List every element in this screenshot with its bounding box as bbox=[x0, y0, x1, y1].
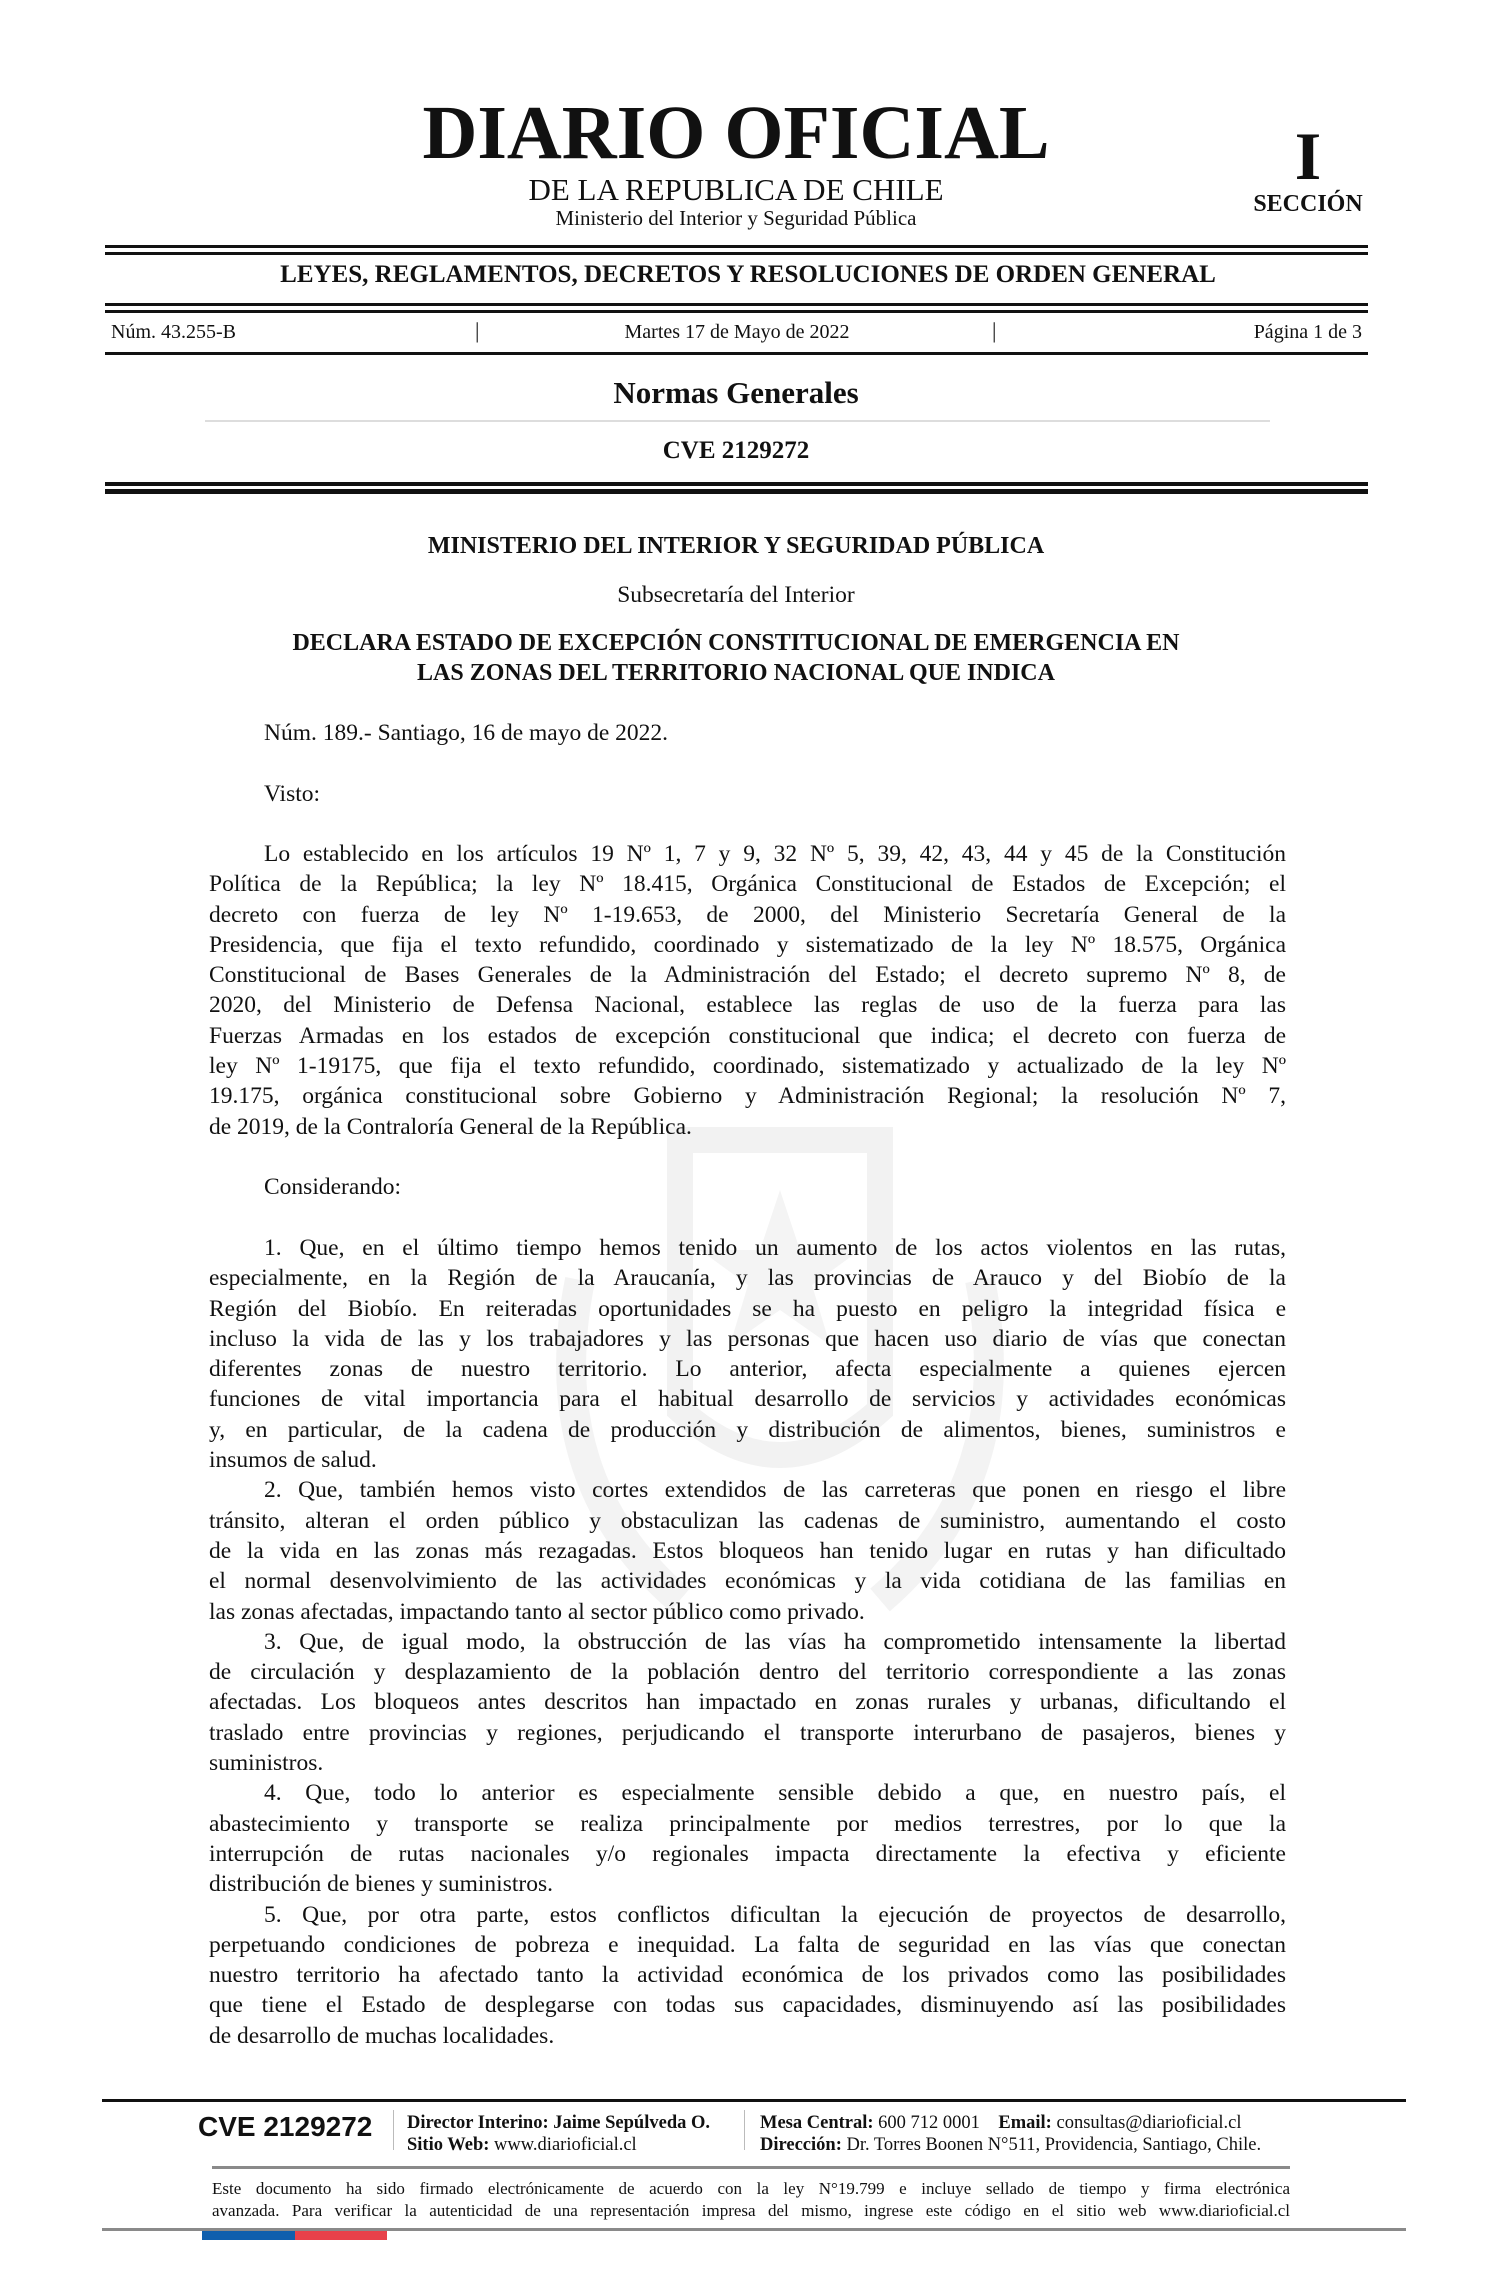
rubric-title: Normas Generales bbox=[613, 375, 859, 410]
text-line: suministros. bbox=[209, 1750, 324, 1777]
footer-website[interactable]: Sitio Web: www.diarioficial.cl bbox=[407, 2135, 637, 2155]
section-number: I bbox=[1294, 118, 1322, 194]
footer-rule bbox=[102, 2099, 1406, 2102]
masthead-subtitle: DE LA REPUBLICA DE CHILE bbox=[528, 172, 944, 207]
text-line: el normal desenvolvimiento de las actividades económicas y la vida cotidiana de las familias en bbox=[209, 1568, 1286, 1595]
rubric-divider bbox=[205, 420, 1270, 422]
text-line: funciones de vital importancia para el habitual desarrollo de servicios y actividades económicas bbox=[209, 1386, 1286, 1413]
text-line: perpetuando condiciones de pobreza e inequidad. La falta de seguridad en las vías que conectan bbox=[209, 1931, 1286, 1958]
text-line: 5. Que, por otra parte, estos conflictos dificultan la ejecución de proyectos de desarrollo, bbox=[264, 1901, 1286, 1928]
category-heading: LEYES, REGLAMENTOS, DECRETOS Y RESOLUCIONES DE ORDEN GENERAL bbox=[280, 261, 1216, 288]
text-line: decreto con fuerza de ley Nº 1-19.653, de 2000, del Ministerio Secretaría General de la bbox=[209, 901, 1286, 928]
text-line: incluso la vida de las y los trabajadores y las personas que hacen uso diario de vías que conectan bbox=[209, 1325, 1286, 1352]
masthead-ministry: Ministerio del Interior y Seguridad Pública bbox=[555, 206, 917, 230]
footer-director: Director Interino: Jaime Sepúlveda O. bbox=[407, 2113, 710, 2133]
considerando-paragraph bbox=[209, 1475, 1286, 1626]
section-label: SECCIÓN bbox=[1253, 191, 1363, 217]
document-ministry: MINISTERIO DEL INTERIOR Y SEGURIDAD PÚBLICA bbox=[427, 533, 1045, 559]
text-line: Presidencia, que fija el texto refundido, coordinado y sistematizado de la ley Nº 18.575, Orgánica bbox=[209, 931, 1286, 958]
document-title-line: DECLARA ESTADO DE EXCEPCIÓN CONSTITUCIONAL DE EMERGENCIA EN bbox=[292, 630, 1180, 656]
issue-page: Página 1 de 3 bbox=[1253, 321, 1362, 343]
document-title-line: LAS ZONAS DEL TERRITORIO NACIONAL QUE INDICA bbox=[417, 660, 1055, 686]
header-rule bbox=[105, 482, 1368, 486]
considerando-heading: Considerando: bbox=[264, 1174, 402, 1200]
text-line: nuestro territorio ha afectado tanto la actividad económica de los privados como las posibilidades bbox=[209, 1962, 1286, 1989]
header-rule bbox=[105, 489, 1368, 494]
text-line: 19.175, orgánica constitucional sobre Gobierno y Administración Regional; la resolución Nº 7, bbox=[209, 1083, 1286, 1110]
text-line: especialmente, en la Región de la Araucanía, y las provincias de Arauco y del Biobío de la bbox=[209, 1265, 1286, 1292]
header-rule bbox=[105, 245, 1368, 248]
considerando-paragraph bbox=[209, 1778, 1286, 1899]
cve-code: CVE 2129272 bbox=[662, 437, 810, 464]
text-line: afectadas. Los bloqueos antes descritos han impactado en zonas rurales y urbanas, dificultando el bbox=[209, 1689, 1286, 1716]
footer-separator bbox=[744, 2110, 745, 2150]
header-rule bbox=[105, 352, 1368, 355]
text-line: interrupción de rutas nacionales y/o regionales impacta directamente la efectiva y eficiente bbox=[209, 1840, 1286, 1867]
text-line: insumos de salud. bbox=[209, 1447, 377, 1474]
text-line: de la vida en las zonas más rezagadas. Estos bloqueos han tenido lugar en rutas y han dificultado bbox=[209, 1537, 1286, 1564]
text-line: diferentes zonas de nuestro territorio. Lo anterior, afecta especialmente a quienes ejercen bbox=[209, 1356, 1286, 1383]
footer-notice: Este documento ha sido firmado electrónicamente de acuerdo con la ley N°19.799 e incluye sellado de tiempo y firma electrónica avanzada. Para verificar la autenticidad de una representación impresa del mismo, ingrese este código en el sitio web www.diarioficial.cl bbox=[212, 2179, 1290, 2220]
considerandos bbox=[209, 1233, 1286, 2051]
issue-number: Núm. 43.255-B bbox=[111, 321, 236, 343]
header-rule bbox=[105, 310, 1368, 313]
text-line: de desarrollo de muchas localidades. bbox=[209, 2022, 555, 2049]
decree-number: Núm. 189.- Santiago, 16 de mayo de 2022. bbox=[264, 720, 669, 746]
text-line: 1. Que, en el último tiempo hemos tenido un aumento de los actos violentos en las rutas, bbox=[264, 1235, 1286, 1261]
text-line: Constitucional de Bases Generales de la Administración del Estado; el decreto supremo Nº 8, de bbox=[209, 962, 1286, 989]
text-line: y, en particular, de la cadena de producción y distribución de alimentos, bienes, suministros e bbox=[209, 1416, 1286, 1443]
header-rule bbox=[105, 303, 1368, 306]
text-line: de circulación y desplazamiento de la población dentro del territorio correspondiente a las zonas bbox=[209, 1659, 1286, 1686]
text-line: 2. Que, también hemos visto cortes extendidos de las carreteras que ponen en riesgo el libre bbox=[264, 1477, 1286, 1504]
text-line: Región del Biobío. En reiteradas oportunidades se ha puesto en peligro la integridad física e bbox=[209, 1295, 1286, 1322]
issue-date: Martes 17 de Mayo de 2022 bbox=[624, 321, 850, 343]
text-line: 4. Que, todo lo anterior es especialmente sensible debido a que, en nuestro país, el bbox=[264, 1780, 1286, 1807]
flag-stripe-blue bbox=[202, 2231, 295, 2240]
issue-separator: | bbox=[992, 318, 997, 343]
text-line: abastecimiento y transporte se realiza principalmente por medios terrestres, por lo que la bbox=[209, 1810, 1286, 1837]
text-line: Fuerzas Armadas en los estados de excepción constitucional que indica; el decreto con fuerza de bbox=[209, 1022, 1286, 1049]
text-line: tránsito, alteran el orden público y obstaculizan las cadenas de suministro, aumentando el costo bbox=[209, 1507, 1286, 1534]
text-line: de 2019, de la Contraloría General de la República. bbox=[209, 1113, 692, 1140]
text-line: traslado entre provincias y regiones, perjudicando el transporte interurbano de pasajeros, bienes y bbox=[209, 1719, 1286, 1746]
text-line: 2020, del Ministerio de Defensa Nacional, establece las reglas de uso de la fuerza para las bbox=[209, 992, 1286, 1019]
visto-paragraph bbox=[209, 839, 1286, 1142]
document-subsecretaria: Subsecretaría del Interior bbox=[617, 582, 855, 608]
footer-contact: Mesa Central: 600 712 0001 Email: consultas@diarioficial.cl bbox=[760, 2113, 1242, 2133]
footer-separator bbox=[393, 2110, 394, 2150]
footer-address: Dirección: Dr. Torres Boonen N°511, Providencia, Santiago, Chile. bbox=[760, 2135, 1262, 2155]
masthead-title: DIARIO OFICIAL bbox=[422, 91, 1050, 175]
text-line: Política de la República; la ley Nº 18.415, Orgánica Constitucional de Estados de Excepción; el bbox=[209, 871, 1286, 898]
text-line: distribución de bienes y suministros. bbox=[209, 1871, 553, 1898]
considerando-paragraph bbox=[209, 1233, 1286, 1475]
header-rule bbox=[105, 252, 1368, 255]
text-line: 3. Que, de igual modo, la obstrucción de las vías ha comprometido intensamente la libertad bbox=[264, 1628, 1286, 1655]
text-line: las zonas afectadas, impactando tanto al sector público como privado. bbox=[209, 1598, 865, 1625]
footer-divider bbox=[212, 2166, 1290, 2169]
flag-stripe-red bbox=[295, 2231, 387, 2240]
text-line: Lo establecido en los artículos 19 Nº 1, 7 y 9, 32 Nº 5, 39, 42, 43, 44 y 45 de la Constitución bbox=[264, 841, 1286, 867]
text-line: que tiene el Estado de desplegarse con todas sus capacidades, disminuyendo así las posibilidades bbox=[209, 1992, 1286, 2019]
considerando-paragraph bbox=[209, 1627, 1286, 1778]
footer-cve: CVE 2129272 bbox=[198, 2111, 373, 2142]
considerando-paragraph bbox=[209, 1900, 1286, 2051]
issue-separator: | bbox=[475, 318, 480, 343]
text-line: ley Nº 1-19175, que fija el texto refundido, coordinado, sistematizado y actualizado de la ley Nº bbox=[209, 1053, 1286, 1080]
visto-heading: Visto: bbox=[264, 781, 321, 807]
